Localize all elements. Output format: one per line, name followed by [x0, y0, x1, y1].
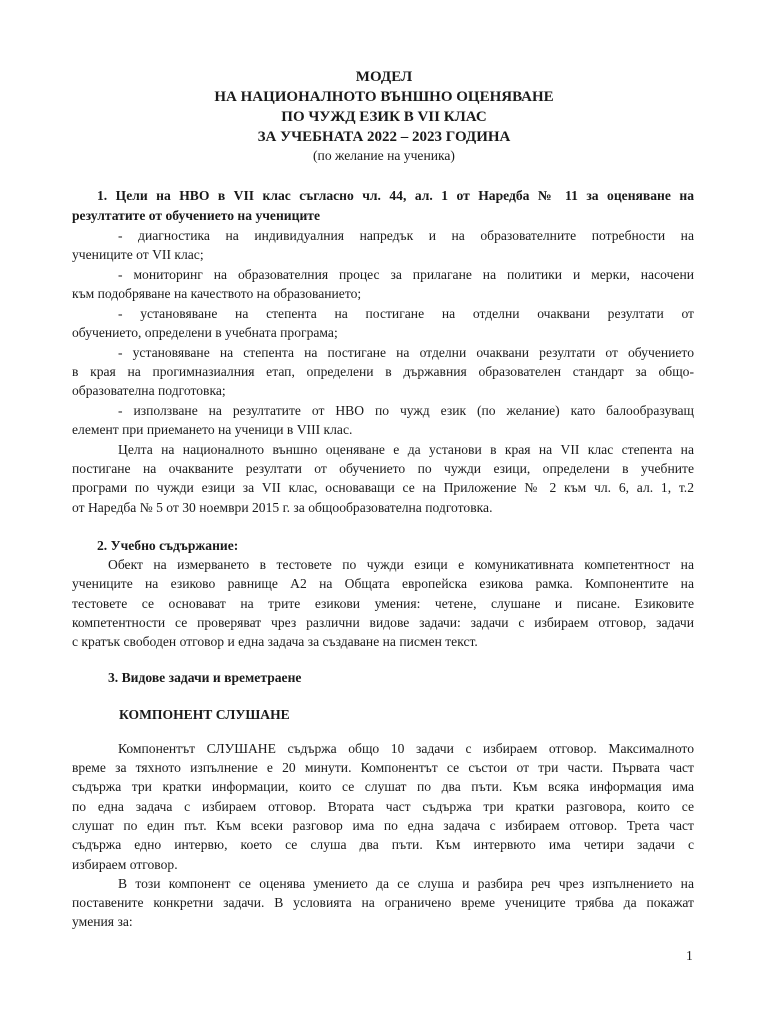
- paragraph-line: - установяване на степента на постигане на отделни очаквани резултати от обучението: [118, 345, 694, 360]
- paragraph-line: Целта на националното външно оценяване е да установи в края на VII клас степента на: [118, 442, 694, 457]
- paragraph-line: слушат по един път. Към всеки разговор има по една задача с избираем отговор. Трета част: [72, 818, 694, 833]
- section-2-heading: 2. Учебно съдържание:: [97, 538, 239, 553]
- subtitle: (по желание на ученика): [313, 148, 455, 163]
- paragraph-line: време за тяхното изпълнение е 20 минути. Компонентът се състои от три части. Първата част: [72, 760, 694, 775]
- paragraph-line: Компонентът СЛУШАНЕ съдържа общо 10 задачи с избираем отговор. Максималното: [118, 741, 694, 756]
- title-line-3: ПО ЧУЖД ЕЗИК В VII КЛАС: [281, 109, 487, 125]
- paragraph-line: обучението, определени в учебната програма;: [72, 325, 338, 340]
- paragraph-line: от Наредба № 5 от 30 ноември 2015 г. за общообразователна подготовка.: [72, 500, 493, 515]
- paragraph-line: по една задача с избираем отговор. Втората част съдържа три кратки разговора, които се: [72, 799, 694, 814]
- paragraph-line: Обект на измерването в тестовете по чужди езици е комуникативната компетентност на: [108, 557, 694, 572]
- paragraph-line: към подобряване на качеството на образованието;: [72, 286, 362, 301]
- paragraph-line: елемент при приемането на ученици в VIII клас.: [72, 422, 353, 437]
- section-1-heading: 1. Цели на НВО в VII клас съгласно чл. 44, ал. 1 от Наредба № 11 за оценяване на: [97, 188, 694, 203]
- paragraph-line: учениците на езиково равнище А2 на Общата европейска езикова рамка. Компонентите на: [72, 576, 694, 591]
- section-3-heading: 3. Видове задачи и времетраене: [108, 670, 302, 685]
- paragraph-line: - установяване на степента на постигане на отделни очаквани резултати от: [118, 306, 694, 321]
- paragraph-line: съдържа едно интервю, което се слуша два пъти. Към интервюто има четири задачи с: [72, 837, 694, 852]
- paragraph-line: в края на прогимназиалния етап, определени в държавния образователен стандарт за общо-: [72, 364, 694, 379]
- section-1-heading-cont: резултатите от обучението на учениците: [72, 208, 320, 223]
- paragraph-line: с кратък свободен отговор и една задача за създаване на писмен текст.: [72, 634, 478, 649]
- paragraph-line: образователна подготовка;: [72, 383, 226, 398]
- paragraph-line: - използване на резултатите от НВО по чужд език (по желание) като балообразуващ: [118, 403, 694, 418]
- paragraph-line: избираем отговор.: [72, 857, 178, 872]
- paragraph-line: постигане на очакваните резултати от обучението по чужди езици, определени в учебните: [72, 461, 694, 476]
- title-line-4: ЗА УЧЕБНАТА 2022 – 2023 ГОДИНА: [257, 129, 511, 145]
- component-title: КОМПОНЕНТ СЛУШАНЕ: [119, 707, 290, 722]
- paragraph-line: умения за:: [72, 914, 133, 929]
- title-line-2: НА НАЦИОНАЛНОТО ВЪНШНО ОЦЕНЯВАНЕ: [214, 89, 554, 105]
- paragraph-line: компетентности се проверяват чрез различни видове задачи: задачи с избираем отговор, задачи: [72, 615, 694, 630]
- paragraph-line: - мониторинг на образователния процес за прилагане на политики и мерки, насочени: [118, 267, 694, 282]
- paragraph-line: поставените конкретни задачи. В условията на ограничено време учениците трябва да покажат: [72, 895, 694, 910]
- paragraph-line: - диагностика на индивидуалния напредък и на образователните потребности на: [118, 228, 694, 243]
- paragraph-line: програми по чужди езици за VII клас, основаващи се на Приложение № 2 към чл. 6, ал. 1, т.2: [72, 480, 694, 495]
- paragraph-line: тестовете се основават на трите езикови умения: четене, слушане и писане. Езиковите: [72, 596, 694, 611]
- page-number: 1: [686, 948, 693, 963]
- title-line-1: МОДЕЛ: [355, 69, 413, 85]
- paragraph-line: В този компонент се оценява умението да се слуша и разбира реч чрез изпълнението на: [118, 876, 694, 891]
- paragraph-line: съдържа три кратки информации, които се слушат по два пъти. Към всяка информация има: [72, 779, 694, 794]
- paragraph-line: учениците от VII клас;: [72, 247, 204, 262]
